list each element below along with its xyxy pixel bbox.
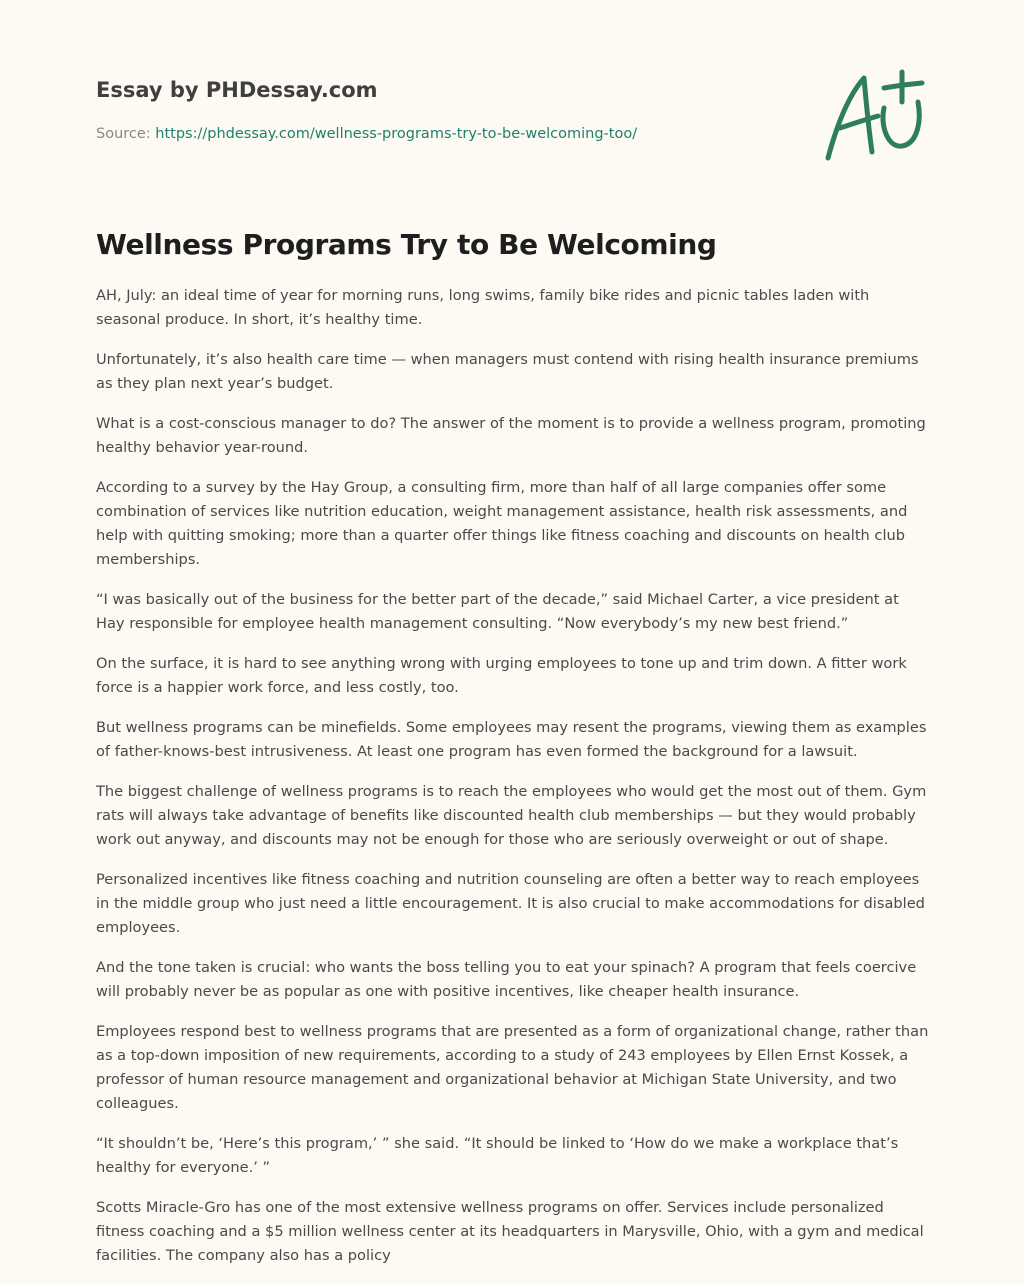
essay-paragraph: Scotts Miracle-Gro has one of the most extensive wellness programs on offer. Services include personalized fitness coaching and a $5 million wellness center at its headquarters in Marysville, Ohio, with a gym and medical facilities. The company also has a policy <box>96 1199 924 1264</box>
essay-paragraph: According to a survey by the Hay Group, a consulting firm, more than half of all large companies offer some combination of services like nutrition education, weight management assistance, health risk assessments, and help with quitting smoking; more than a quarter offer things like fitness coaching and discounts on health club memberships. <box>96 479 908 568</box>
essay-title: Wellness Programs Try to Be Welcoming <box>96 228 717 261</box>
essay-paragraph: On the surface, it is hard to see anything wrong with urging employees to tone up and trim down. A fitter work force is a happier work force, and less costly, too. <box>96 655 907 696</box>
essay-paragraph: Employees respond best to wellness programs that are presented as a form of organizational change, rather than as a top-down imposition of new requirements, according to a study of 243 employees by Ellen Ernst Kossek, a professor of human resource management and organizational behavior at Michigan State University, and two colleagues. <box>96 1023 929 1112</box>
essay-paragraph: The biggest challenge of wellness programs is to reach the employees who would get the most out of them. Gym rats will always take advantage of benefits like discounted health club memberships — but they would probably work out anyway, and discounts may not be enough for those who are seriously overweight or out of shape. <box>96 783 927 848</box>
site-brand: Essay by PHDessay.com <box>96 78 378 102</box>
essay-paragraph: But wellness programs can be minefields. Some employees may resent the programs, viewing them as examples of father-knows-best intrusiveness. At least one program has even formed the background for a lawsuit. <box>96 719 927 760</box>
source-link[interactable]: https://phdessay.com/wellness-programs-try-to-be-welcoming-too/ <box>155 126 638 142</box>
essay-paragraph: And the tone taken is crucial: who wants the boss telling you to eat your spinach? A program that feels coercive will probably never be as popular as one with positive incentives, like cheaper health insurance. <box>96 959 917 1000</box>
essay-paragraph: AH, July: an ideal time of year for morning runs, long swims, family bike rides and picnic tables laden with seasonal produce. In short, it’s healthy time. <box>96 287 870 328</box>
source-line <box>96 124 796 144</box>
source-label: Source: <box>96 126 151 142</box>
a-plus-grade-icon <box>818 66 928 166</box>
page-header <box>96 76 796 144</box>
essay-paragraph: “I was basically out of the business for the better part of the decade,” said Michael Carter, a vice president at Hay responsible for employee health management consulting. “Now everybody’s my new best friend.” <box>96 591 899 632</box>
essay-article <box>96 226 932 1284</box>
essay-paragraph: “It shouldn’t be, ‘Here’s this program,’ ” she said. “It should be linked to ‘How do we make a workplace that’s healthy for everyone.’ ” <box>96 1135 899 1176</box>
essay-paragraph: What is a cost-conscious manager to do? The answer of the moment is to provide a wellness program, promoting healthy behavior year-round. <box>96 415 926 456</box>
essay-paragraph: Unfortunately, it’s also health care time — when managers must contend with rising health insurance premiums as they plan next year’s budget. <box>96 351 919 392</box>
essay-paragraph: Personalized incentives like fitness coaching and nutrition counseling are often a better way to reach employees in the middle group who just need a little encouragement. It is also crucial to make accommodations for disabled employees. <box>96 871 925 936</box>
